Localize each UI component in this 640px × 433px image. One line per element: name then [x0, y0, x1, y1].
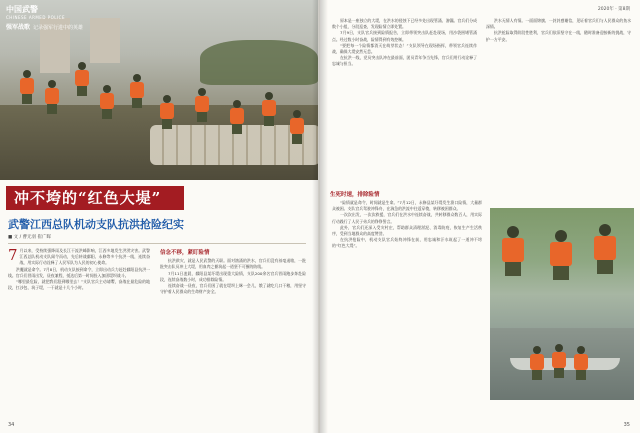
text-column-5	[332, 200, 482, 410]
soldier-figure	[502, 226, 524, 276]
text-column-1	[8, 248, 150, 416]
article-title: 冲不垮的“红色大堤”	[6, 186, 184, 210]
divider	[8, 243, 306, 244]
soldier-figure	[20, 70, 34, 104]
text-column-4	[486, 18, 631, 198]
issue-header: 2020年 · 第8期	[597, 7, 630, 12]
paragraph: “哪里最危险，就把我们派到哪里去！”支队官兵主动请缨，奋战在最危险的地段，扛沙包、筑子堤，一干就是十几个小时。	[8, 279, 150, 291]
soldier-figure	[594, 224, 616, 274]
soldier-figure	[100, 85, 114, 119]
magazine-masthead	[6, 4, 65, 20]
column-sub: 记录强军行进中的英雄	[33, 25, 84, 31]
soldier-figure	[552, 344, 566, 378]
paragraph: 此外，官兵们还深入受灾村庄，帮助群众清理淤泥、消毒防疫，恢复生产生活秩序，受到当地群众的高度赞誉。	[332, 224, 482, 237]
trees	[200, 40, 318, 85]
soldier-figure	[75, 62, 89, 96]
hero-photo	[0, 0, 318, 180]
paragraph: 在抗洪抢险中，机动支队官兵始终冲锋在前，用忠诚和汗水筑起了一道冲不垮的“红色大堤”。	[332, 237, 482, 249]
page-number-left: 34	[8, 422, 15, 428]
flood-rescue-photo	[490, 208, 634, 400]
paragraph: 连续奋战一昼夜，官兵们困了就在堤坝上眯一会儿，饿了就吃几口干粮，用坚守守护着人民群众的生命财产安全。	[160, 283, 306, 295]
paragraph: 一次次出发，一次次救援，官兵们在洪水中连续奋战，共转移群众数百人，用实际行动践行了人民子弟兵的铮铮誓言。	[332, 212, 482, 224]
soldier-figure	[130, 74, 144, 108]
soldier-figure	[550, 230, 572, 280]
paragraph: 在抗洪一线，党员突击队冲在最前面，团员青年争当先锋，官兵们用行动诠释了忠诚与担当。	[332, 55, 477, 67]
paragraph: “要把每一个险情都消灭在萌芽状态！”支队领导在现场指挥，带领官兵连续作战，确保大堤安然无恙。	[332, 42, 477, 55]
soldier-figure	[574, 346, 588, 380]
dropcap: 7	[8, 248, 18, 264]
article-subtitle: 武警江西总队机动支队抗洪抢险纪实	[8, 218, 184, 231]
binding-gutter	[312, 0, 328, 433]
left-page	[0, 0, 318, 433]
right-page	[320, 0, 640, 433]
section-heading: 信念不移，紧盯险情	[160, 250, 210, 256]
paragraph: 洪魔就是命令。7月8日，机动支队接到命令，立即出动兵力赶赴鄱阳县抗洪一线。官兵们冒雨出发，昼夜兼程，抵达后第一时间投入加固堤坝战斗。	[8, 266, 150, 278]
paragraph: 7月11日凌晨，鄱阳县某圩堤出现重大险情，支队200余名官兵冒雨跑步奔赴险段，连续奋战数小时，成功排除险情。	[160, 270, 306, 282]
text-column-2	[160, 248, 306, 416]
masthead-title: 中国武警	[6, 4, 38, 14]
paragraph: “险情就是命令，时间就是生命。”7月12日，永修县某圩堤发生溃口险情，大量群众被困。支队官兵驾驶冲锋舟，在湍急的洪流中往返穿梭，转移被困群众。	[332, 200, 482, 212]
column-tag	[6, 22, 83, 31]
column-name: 强军战歌	[6, 24, 31, 31]
paragraph: 7月9日，支队官兵接到险情报告，立即带领突击队赶赴现场，用沙袋围堵管涌点。经过数小时奋战，险情得到有效控制。	[332, 30, 477, 42]
paragraph: 原本是一座独立的大堤，在洪水的侵蚀下已经多处出现管涌、渗漏。官兵们分成数个小组，分段巡查，发现险情立即处置。	[332, 18, 477, 30]
soldier-figure	[262, 92, 276, 126]
page-number-right: 35	[623, 422, 630, 428]
soldier-figure	[160, 95, 174, 129]
paragraph: 抗洪抢险取得阶段性胜利，官兵们依旧坚守在一线，随时准备迎接新的挑战，守护一方平安。	[486, 30, 631, 42]
soldier-figure	[45, 80, 59, 114]
section-heading: 生死时速，排除险情	[330, 192, 380, 198]
masthead-subtitle: CHINESE ARMED POLICE	[6, 15, 65, 20]
soldier-figure	[230, 100, 244, 134]
paragraph: 抗洪救灾，就是人民武警的天职。面对汹涌的洪水，官兵们没有丝毫退缩，一批批突击队员冲上大堤，用血肉之躯筑起一道坚不可摧的防线。	[160, 258, 306, 270]
building	[90, 18, 120, 63]
soldier-figure	[530, 346, 544, 380]
article-byline: ■ 文 / 曹无羽 崔广晖	[8, 235, 51, 240]
paragraph: 月以来，受持续强降雨及长江干流洪峰影响，江西多地发生洪涝灾害。武警江西总队机动支队闻令而动，先后转战鄱阳、永修等多个抗洪一线，连续奋战，用实际行动诠释了人民军队为人民的初心使命。	[19, 248, 150, 266]
soldier-figure	[290, 110, 304, 144]
paragraph: 洪水无情人有情。一面面锦旗、一封封感谢信，见证着官兵们与人民群众的鱼水深情。	[486, 18, 631, 30]
soldier-figure	[195, 88, 209, 122]
text-column-3	[332, 18, 477, 188]
